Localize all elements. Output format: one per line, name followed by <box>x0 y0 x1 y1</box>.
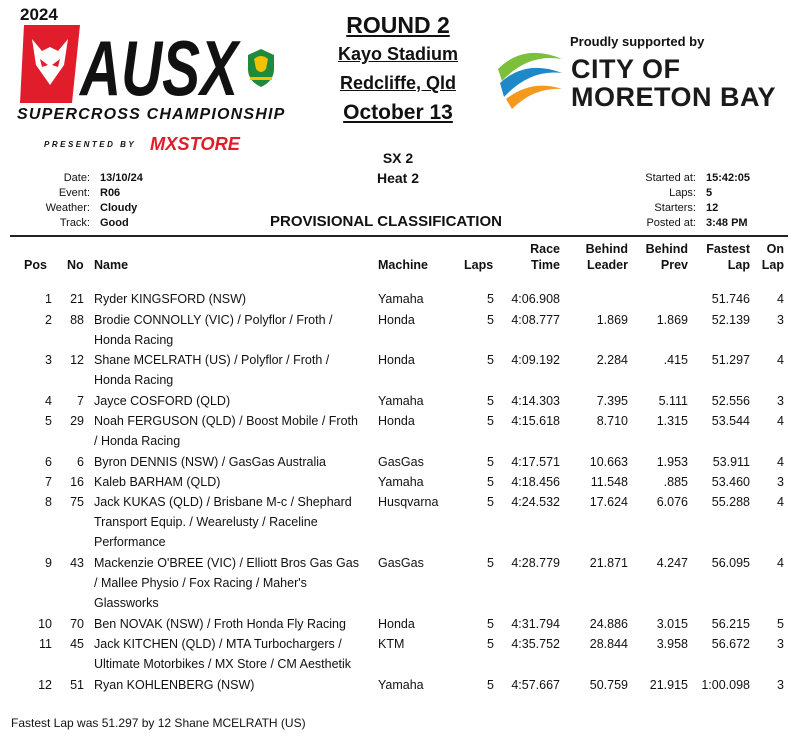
cell-behind-prev: 3.015 <box>656 617 688 631</box>
cell-pos: 5 <box>45 414 52 428</box>
cell-name: Glassworks <box>94 596 159 610</box>
cell-machine: Honda <box>378 313 415 327</box>
event-date: October 13 <box>343 101 453 124</box>
cell-fastest-lap: 56.095 <box>711 556 750 570</box>
col-behind-leader: Behind Leader <box>585 242 628 272</box>
cell-behind-prev: 21.915 <box>649 678 688 692</box>
cell-no: 7 <box>77 394 84 408</box>
cell-race-time: 4:15.618 <box>511 414 560 428</box>
cell-race-time: 4:08.777 <box>511 313 560 327</box>
round-info <box>300 11 496 127</box>
cell-behind-leader: 1.869 <box>596 313 628 327</box>
cell-no: 70 <box>70 617 84 631</box>
cell-pos: 10 <box>38 617 52 631</box>
cell-name: Jack KUKAS (QLD) / Brisbane M-c / Shephard <box>94 495 352 509</box>
cell-no: 51 <box>70 678 84 692</box>
cell-behind-leader: 21.871 <box>589 556 628 570</box>
cell-name: Honda Racing <box>94 373 174 387</box>
cell-name: Kaleb BARHAM (QLD) <box>94 475 221 489</box>
cell-name: Shane MCELRATH (US) / Polyflor / Froth / <box>94 353 330 367</box>
cell-behind-prev: .885 <box>663 475 688 489</box>
cell-pos: 4 <box>45 394 52 408</box>
cell-fastest-lap: 51.297 <box>711 353 750 367</box>
cell-machine: Honda <box>378 617 415 631</box>
year-label: 2024 <box>20 5 58 24</box>
cell-race-time: 4:31.794 <box>511 617 560 631</box>
cell-behind-leader: 11.548 <box>590 475 628 489</box>
championship-subtitle: SUPERCROSS CHAMPIONSHIP <box>17 106 286 123</box>
cell-machine: KTM <box>378 637 405 651</box>
cell-on-lap: 4 <box>777 353 784 367</box>
class-label: SX 2 <box>382 150 414 166</box>
cell-name: Transport Equip. / Wearelusty / Raceline <box>94 515 318 529</box>
fastest-lap-note: Fastest Lap was 51.297 by 12 Shane MCELRATH (US) <box>11 716 306 730</box>
cell-name: Ultimate Motorbikes / MX Store / CM Aesthetik <box>94 657 352 671</box>
cell-no: 75 <box>70 495 84 509</box>
cell-pos: 6 <box>45 455 52 469</box>
cell-name: Performance <box>94 535 166 549</box>
cell-laps: 5 <box>487 414 494 428</box>
cell-behind-leader: 24.886 <box>589 617 628 631</box>
cell-pos: 11 <box>39 637 52 651</box>
cell-name: Jack KITCHEN (QLD) / MTA Turbochargers / <box>94 637 342 651</box>
cell-race-time: 4:14.303 <box>511 394 560 408</box>
cell-on-lap: 5 <box>777 617 784 631</box>
cell-pos: 2 <box>45 313 52 327</box>
cell-behind-leader: 17.624 <box>589 495 628 509</box>
cell-pos: 7 <box>45 475 52 489</box>
meta-right: Started at: 15:42:05 Laps: 5 Starters: 12 Posted at: 3:48 PM <box>645 172 751 229</box>
cell-name: Ryan KOHLENBERG (NSW) <box>94 678 255 692</box>
cell-on-lap: 3 <box>777 637 784 651</box>
cell-behind-leader: 2.284 <box>596 353 628 367</box>
cell-on-lap: 4 <box>777 556 784 570</box>
cell-behind-prev: 1.869 <box>656 313 688 327</box>
cell-laps: 5 <box>487 353 494 367</box>
cell-machine: Husqvarna <box>378 495 439 509</box>
session-info <box>300 148 496 188</box>
cell-laps: 5 <box>487 637 494 651</box>
cell-behind-prev: 1.315 <box>656 414 688 428</box>
cell-name: Ben NOVAK (NSW) / Froth Honda Fly Racing <box>94 617 346 631</box>
cell-laps: 5 <box>487 313 494 327</box>
cell-no: 21 <box>70 292 84 306</box>
cell-fastest-lap: 51.746 <box>711 292 750 306</box>
cell-race-time: 4:09.192 <box>511 353 560 367</box>
cell-machine: Honda <box>378 353 415 367</box>
cell-fastest-lap: 56.215 <box>711 617 750 631</box>
venue-location: Redcliffe, Qld <box>339 73 456 93</box>
cell-no: 43 <box>70 556 84 570</box>
cell-behind-prev: 1.953 <box>656 455 688 469</box>
cell-laps: 5 <box>487 556 494 570</box>
cell-behind-prev: 3.958 <box>656 637 688 651</box>
cell-fastest-lap: 55.288 <box>711 495 750 509</box>
cell-machine: Yamaha <box>378 475 424 489</box>
cell-on-lap: 4 <box>777 455 784 469</box>
cell-machine: Yamaha <box>378 394 424 408</box>
cell-fastest-lap: 53.911 <box>712 455 750 469</box>
round-title: ROUND 2 <box>346 12 450 38</box>
cell-laps: 5 <box>487 455 494 469</box>
col-machine: Machine <box>378 258 429 272</box>
cell-pos: 1 <box>45 292 52 306</box>
cell-fastest-lap: 53.544 <box>711 414 750 428</box>
supported-by-label: Proudly supported by <box>570 34 705 49</box>
cell-laps: 5 <box>487 292 494 306</box>
cell-no: 6 <box>77 455 84 469</box>
cell-name: Byron DENNIS (NSW) / GasGas Australia <box>94 455 327 469</box>
cell-machine: Yamaha <box>378 292 424 306</box>
cell-race-time: 4:57.667 <box>511 678 560 692</box>
cell-race-time: 4:35.752 <box>511 637 560 651</box>
cell-race-time: 4:28.779 <box>511 556 560 570</box>
cell-name: Noah FERGUSON (QLD) / Boost Mobile / Froth <box>94 414 358 428</box>
cell-laps: 5 <box>487 475 494 489</box>
cell-name: Ryder KINGSFORD (NSW) <box>94 292 247 306</box>
col-no: No <box>67 258 84 272</box>
moreton-bay-logo-icon <box>494 39 566 111</box>
cell-behind-prev: .415 <box>663 353 688 367</box>
cell-behind-leader: 50.759 <box>589 678 628 692</box>
cell-machine: GasGas <box>378 556 424 570</box>
cell-on-lap: 3 <box>777 475 784 489</box>
cell-machine: GasGas <box>378 455 424 469</box>
svg-text:AUSX: AUSX <box>78 24 241 112</box>
cell-no: 88 <box>70 313 84 327</box>
heat-label: Heat 2 <box>376 170 420 186</box>
cell-on-lap: 4 <box>777 292 784 306</box>
cell-race-time: 4:24.532 <box>511 495 560 509</box>
col-fastest-lap: Fastest Lap <box>706 242 750 272</box>
cell-behind-leader: 8.710 <box>596 414 628 428</box>
cell-name: Mackenzie O'BREE (VIC) / Elliott Bros Gas Gas <box>94 556 359 570</box>
svg-text:MXSTORE: MXSTORE <box>150 134 242 154</box>
cell-no: 45 <box>70 637 84 651</box>
cell-behind-leader: 7.395 <box>596 394 628 408</box>
cell-on-lap: 3 <box>777 313 784 327</box>
cell-pos: 9 <box>45 556 52 570</box>
venue-name: Kayo Stadium <box>337 44 459 64</box>
cell-laps: 5 <box>487 617 494 631</box>
cell-race-time: 4:18.456 <box>511 475 560 489</box>
cell-no: 12 <box>70 353 84 367</box>
col-pos: Pos <box>24 258 47 272</box>
cell-behind-prev: 5.111 <box>658 394 688 408</box>
col-race-time: Race Time <box>530 242 560 272</box>
mxstore-logo <box>150 133 242 155</box>
cell-race-time: 4:06.908 <box>511 292 560 306</box>
cell-pos: 8 <box>45 495 52 509</box>
cell-on-lap: 4 <box>777 414 784 428</box>
meta-left: Date: 13/10/24 Event: R06 Weather: Cloudy Track: Good <box>45 172 143 229</box>
cell-on-lap: 3 <box>777 394 784 408</box>
col-on-lap: On Lap <box>761 242 784 272</box>
cell-no: 29 <box>70 414 84 428</box>
cell-behind-leader: 28.844 <box>589 637 628 651</box>
cell-fastest-lap: 53.460 <box>711 475 750 489</box>
col-laps: Laps <box>464 258 494 272</box>
cell-behind-prev: 4.247 <box>656 556 688 570</box>
col-behind-prev: Behind Prev <box>645 242 688 272</box>
cell-name: / Honda Racing <box>94 434 181 448</box>
cell-laps: 5 <box>487 495 494 509</box>
cell-pos: 12 <box>38 678 52 692</box>
cell-fastest-lap: 52.139 <box>711 313 750 327</box>
cell-on-lap: 4 <box>777 495 784 509</box>
cell-behind-leader: 10.663 <box>589 455 628 469</box>
divider <box>10 235 788 237</box>
cell-fastest-lap: 56.672 <box>711 637 750 651</box>
cell-on-lap: 3 <box>777 678 784 692</box>
cell-machine: Honda <box>378 414 415 428</box>
australia-emblem-icon <box>244 47 278 89</box>
cell-name: Honda Racing <box>94 333 174 347</box>
cell-laps: 5 <box>487 678 494 692</box>
cell-race-time: 4:17.571 <box>511 455 560 469</box>
cell-laps: 5 <box>487 394 494 408</box>
cell-behind-prev: 6.076 <box>656 495 688 509</box>
cell-name: Jayce COSFORD (QLD) <box>94 394 231 408</box>
cell-fastest-lap: 1:00.098 <box>701 678 750 692</box>
ausx-logo <box>20 24 242 112</box>
cell-name: / Mallee Physio / Fox Racing / Maher's <box>94 576 307 590</box>
presented-by-label: PRESENTED BY <box>44 140 137 149</box>
cell-pos: 3 <box>45 353 52 367</box>
cell-name: Brodie CONNOLLY (VIC) / Polyflor / Froth / <box>94 313 333 327</box>
moreton-bay-wordmark: CITY OF MORETON BAY <box>571 54 777 112</box>
col-name: Name <box>94 258 129 272</box>
cell-machine: Yamaha <box>378 678 424 692</box>
classification-title: PROVISIONAL CLASSIFICATION <box>270 213 502 230</box>
cell-fastest-lap: 52.556 <box>711 394 750 408</box>
cell-no: 16 <box>70 475 84 489</box>
